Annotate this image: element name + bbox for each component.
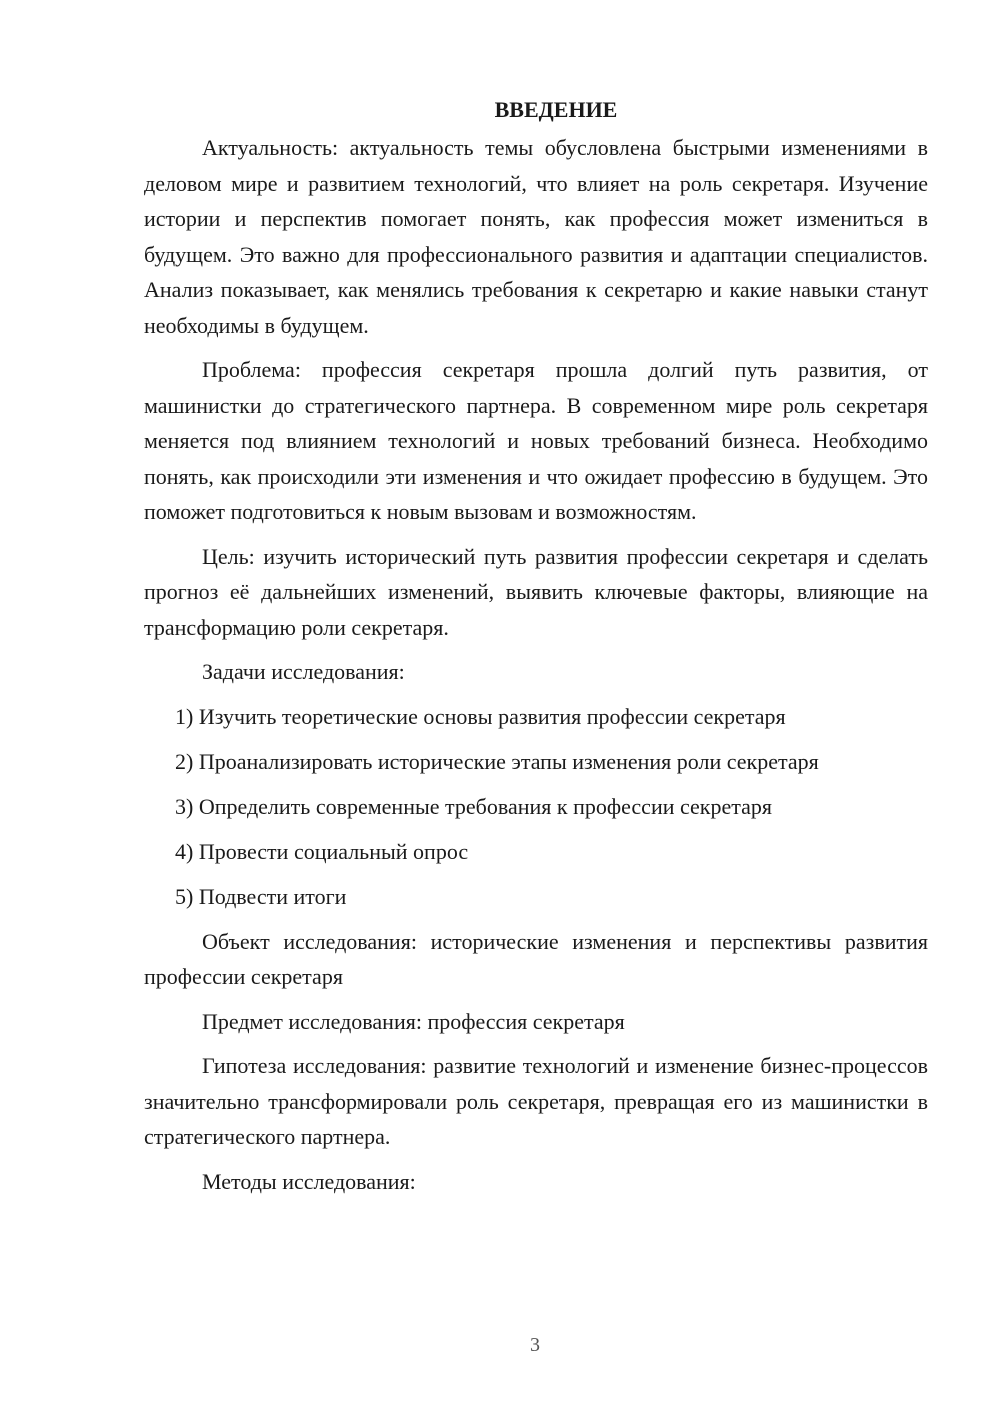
tasks-heading: Задачи исследования: — [202, 659, 405, 684]
list-item: 4) Провести социальный опрос — [175, 839, 469, 864]
list-item: 5) Подвести итоги — [175, 884, 347, 909]
page-number: 3 — [530, 1334, 540, 1356]
object-paragraph: Объект исследования: исторические изменения и перспективы развития профессии секретаря — [144, 928, 928, 989]
list-item: 2) Проанализировать исторические этапы изменения роли секретаря — [175, 749, 819, 774]
section-title: ВВЕДЕНИЕ — [494, 97, 618, 122]
relevance-paragraph: Актуальность: актуальность темы обусловлена быстрыми изменениями в деловом мире и развитием технологий, что влияет на роль секретаря. Изучение истории и перспектив помогает понять, как профессия может измениться в будущем. Это важно для профессионального развития и адаптации специалистов. Анализ показывает, как менялись требования к секретарю и какие навыки станут необходимы в будущем. — [144, 135, 928, 338]
problem-paragraph: Проблема: профессия секретаря прошла долгий путь развития, от машинистки до стратегического партнера. В современном мире роль секретаря меняется под влиянием технологий и новых требований бизнеса. Необходимо понять, как происходили эти изменения и что ожидает профессию в будущем. Это поможет подготовиться к новым вызовам и возможностям. — [144, 357, 928, 524]
subject-paragraph: Предмет исследования: профессия секретаря — [202, 1008, 625, 1034]
tasks-list — [144, 699, 928, 915]
goal-paragraph: Цель: изучить исторический путь развития профессии секретаря и сделать прогноз её дальнейших изменений, выявить ключевые факторы, влияющие на трансформацию роли секретаря. — [144, 543, 928, 640]
methods-heading: Методы исследования: — [202, 1168, 416, 1194]
document-page — [144, 92, 928, 1199]
list-item: 3) Определить современные требования к профессии секретаря — [175, 794, 773, 819]
hypothesis-paragraph: Гипотеза исследования: развитие технологий и изменение бизнес-процессов значительно трансформировали роль секретаря, превращая его из машинистки в стратегического партнера. — [144, 1053, 928, 1149]
list-item: 1) Изучить теоретические основы развития профессии секретаря — [175, 704, 786, 729]
